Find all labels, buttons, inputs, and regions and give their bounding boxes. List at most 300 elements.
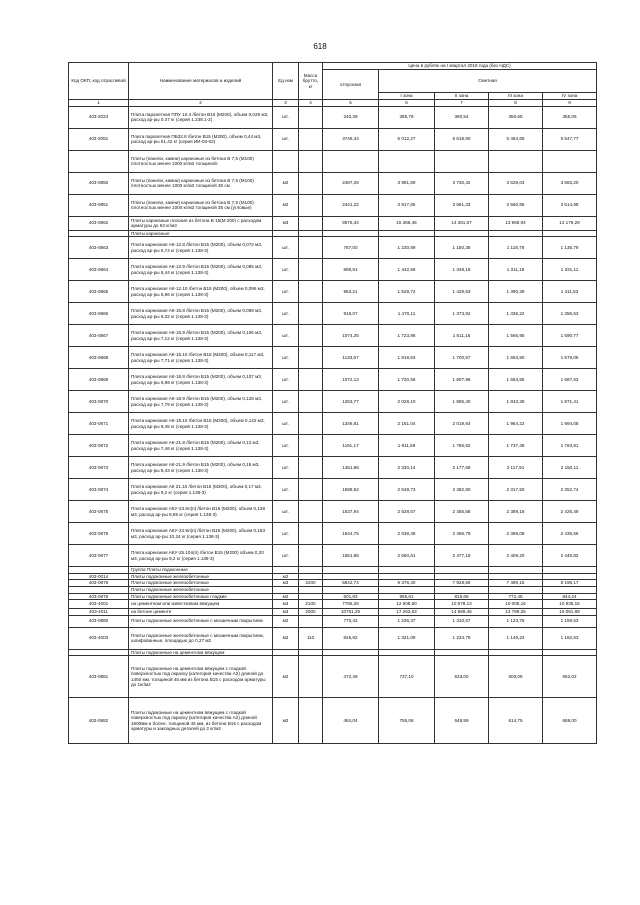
row-code bbox=[69, 150, 129, 172]
row-code: 403-0865 bbox=[69, 281, 129, 303]
row-zone4-price: 844,24 bbox=[543, 593, 597, 600]
row-mass: 110 bbox=[299, 627, 323, 649]
row-zone2-price: 1 310,57 bbox=[435, 615, 489, 627]
row-zone1-price: 6 012,27 bbox=[379, 128, 435, 150]
row-code: 403-0867 bbox=[69, 325, 129, 347]
row-zone2-price: 1 234,78 bbox=[435, 627, 489, 649]
row-code: 403-0866 bbox=[69, 303, 129, 325]
row-zone1-price: 965,81 bbox=[379, 593, 435, 600]
row-zone2-price: 10 578,13 bbox=[435, 600, 489, 609]
row-unit: м3 bbox=[273, 580, 299, 587]
row-zone3-price bbox=[489, 150, 543, 172]
row-zone1-price bbox=[379, 230, 435, 237]
row-name: Плиты подоконные железобетонные bbox=[129, 580, 273, 587]
header-zone4: IV зона bbox=[543, 93, 597, 100]
header-zone1: I зона bbox=[379, 93, 435, 100]
row-zone4-price: 3 683,20 bbox=[543, 172, 597, 194]
row-name: Плиты подоконные железобетонные гладкие bbox=[129, 593, 273, 600]
row-zone3-price: 1 566,95 bbox=[489, 325, 543, 347]
table-row bbox=[69, 573, 597, 580]
row-zone1-price: 3 917,65 bbox=[379, 194, 435, 216]
row-release-price: 2487,28 bbox=[323, 172, 379, 194]
row-zone4-price bbox=[543, 230, 597, 237]
row-zone3-price bbox=[489, 230, 543, 237]
row-code: 403-2024 bbox=[69, 106, 129, 128]
row-release-price bbox=[323, 586, 379, 593]
row-zone1-price: 1 819,63 bbox=[379, 347, 435, 369]
row-zone1-price: 755,06 bbox=[379, 698, 435, 744]
row-code bbox=[69, 649, 129, 656]
row-release-price: 5842,74 bbox=[323, 580, 379, 587]
row-name: Плита карнизная АКУ-24.9л(п) /бетон В15 (М200), объем 0,183 м3, расход ар-ры 10,24 кг (серия 1.138-3) bbox=[129, 523, 273, 545]
row-unit bbox=[273, 567, 299, 574]
row-zone3-price: 2 389,18 bbox=[489, 501, 543, 523]
row-zone4-price: 1 135,79 bbox=[543, 237, 597, 259]
row-release-price: 1072,13 bbox=[323, 369, 379, 391]
table-header bbox=[69, 63, 597, 107]
table-row bbox=[69, 237, 597, 259]
row-zone4-price: 8 196,17 bbox=[543, 580, 597, 587]
row-zone4-price: 1 331,11 bbox=[543, 259, 597, 281]
row-release-price: 1346,81 bbox=[323, 413, 379, 435]
row-zone3-price: 772,45 bbox=[489, 593, 543, 600]
table-row bbox=[69, 545, 597, 567]
row-mass: 2000 bbox=[299, 609, 323, 616]
row-mass bbox=[299, 457, 323, 479]
row-mass bbox=[299, 230, 323, 237]
row-zone4-price: 1 590,77 bbox=[543, 325, 597, 347]
row-unit: м3 bbox=[273, 600, 299, 609]
row-code: 403-0875 bbox=[69, 501, 129, 523]
row-zone3-price: 1 737,49 bbox=[489, 435, 543, 457]
row-mass bbox=[299, 545, 323, 567]
header-price-title: Цена в рублях на I квартал 2016 года (без НДС) bbox=[323, 63, 597, 70]
row-zone1-price bbox=[379, 573, 435, 580]
table-row bbox=[69, 347, 597, 369]
row-code: 403-0879 bbox=[69, 593, 129, 600]
row-code: 403-0871 bbox=[69, 413, 129, 435]
row-unit: шт. bbox=[273, 457, 299, 479]
row-zone1-price: 1 321,09 bbox=[379, 627, 435, 649]
row-release-price: 767,00 bbox=[323, 237, 379, 259]
row-name: Плита карнизная АКУ-23.8л(п) /бетон В15 (М200), объем 0,138 м3, расход ар-ры 8,85 кг (серия 1.138-3) bbox=[129, 501, 273, 523]
row-release-price: 1263,77 bbox=[323, 391, 379, 413]
row-zone1-price: 2 628,57 bbox=[379, 501, 435, 523]
row-zone4-price bbox=[543, 649, 597, 656]
row-unit: м2 bbox=[273, 593, 299, 600]
row-zone2-price: 1 373,92 bbox=[435, 303, 489, 325]
table-row bbox=[69, 369, 597, 391]
row-mass bbox=[299, 281, 323, 303]
header-mass: Масса брутто, кг bbox=[299, 63, 323, 100]
table-row bbox=[69, 281, 597, 303]
row-mass bbox=[299, 347, 323, 369]
row-unit: м2 bbox=[273, 627, 299, 649]
row-zone4-price: 2 425,49 bbox=[543, 501, 597, 523]
row-unit: шт. bbox=[273, 106, 299, 128]
row-zone3-price: 7 489,15 bbox=[489, 580, 543, 587]
row-zone4-price: 2 352,74 bbox=[543, 479, 597, 501]
row-zone1-price: 1 723,96 bbox=[379, 325, 435, 347]
row-unit bbox=[273, 230, 299, 237]
row-mass bbox=[299, 106, 323, 128]
row-name: Плиты подоконные железобетонные с мозаичным покрытием bbox=[129, 615, 273, 627]
row-unit: шт. bbox=[273, 325, 299, 347]
row-mass bbox=[299, 656, 323, 698]
row-zone2-price bbox=[435, 586, 489, 593]
row-code: 403-4003 bbox=[69, 627, 129, 649]
row-name: Плиты (панели, камни) карнизные из бетона В 7,5 (М100) плотностью менее 1000 кг/м3 толщиной 35 см bbox=[129, 172, 273, 194]
row-zone2-price: 7 928,59 bbox=[435, 580, 489, 587]
row-zone4-price: 15 081,89 bbox=[543, 609, 597, 616]
column-number-row bbox=[69, 100, 597, 107]
row-code: 403-0876 bbox=[69, 523, 129, 545]
col-number: 5 bbox=[323, 100, 379, 107]
row-release-price: 240,39 bbox=[323, 106, 379, 128]
row-unit: м2 bbox=[273, 573, 299, 580]
row-mass bbox=[299, 128, 323, 150]
row-zone3-price: 3 560,85 bbox=[489, 194, 543, 216]
row-name: Плиты подоконные железобетонные bbox=[129, 573, 273, 580]
row-zone4-price: 5 547,77 bbox=[543, 128, 597, 150]
row-zone1-price: 2 161,04 bbox=[379, 413, 435, 435]
row-mass bbox=[299, 501, 323, 523]
row-zone1-price bbox=[379, 567, 435, 574]
row-zone3-price: 1 311,18 bbox=[489, 259, 543, 281]
row-release-price: 601,83 bbox=[323, 593, 379, 600]
row-release-price: 3746,44 bbox=[323, 128, 379, 150]
row-zone1-price: 2 330,14 bbox=[379, 457, 435, 479]
row-zone2-price: 1 348,18 bbox=[435, 259, 489, 281]
row-zone4-price: 2 445,82 bbox=[543, 545, 597, 567]
row-zone2-price: 3 730,42 bbox=[435, 172, 489, 194]
row-name: Плиты подоконные железобетонные с мозаичным покрытием, шлифованные, площадью до 0,27 м2 bbox=[129, 627, 273, 649]
row-zone2-price: 2 177,68 bbox=[435, 457, 489, 479]
table-row bbox=[69, 649, 597, 656]
row-unit: м2 bbox=[273, 172, 299, 194]
row-zone2-price: 1 611,16 bbox=[435, 325, 489, 347]
row-mass bbox=[299, 369, 323, 391]
row-zone1-price: 2 028,10 bbox=[379, 391, 435, 413]
row-mass bbox=[299, 237, 323, 259]
row-mass bbox=[299, 479, 323, 501]
row-zone3-price bbox=[489, 573, 543, 580]
row-zone1-price: 9 376,40 bbox=[379, 580, 435, 587]
header-unit: Ед изм bbox=[273, 63, 299, 100]
row-code bbox=[69, 567, 129, 574]
row-code: 403-0874 bbox=[69, 479, 129, 501]
row-zone2-price bbox=[435, 567, 489, 574]
row-zone4-price: 1 587,63 bbox=[543, 369, 597, 391]
row-name: Плиты подоконные на цементном вяжущем с гладкой поверхностью под окраску (категория качества А2) длиной до 1450 мм, толщиной 45 мм из бетона В15 с расходом арматуры до 1кг/м2 bbox=[129, 656, 273, 698]
row-code: 403-0868 bbox=[69, 347, 129, 369]
row-unit: шт. bbox=[273, 369, 299, 391]
row-code: 403-0862 bbox=[69, 216, 129, 230]
row-release-price bbox=[323, 573, 379, 580]
row-unit: м2 bbox=[273, 698, 299, 744]
row-zone3-price: 3 628,04 bbox=[489, 172, 543, 194]
row-mass bbox=[299, 593, 323, 600]
row-zone1-price bbox=[379, 586, 435, 593]
row-zone3-price: 2 399,08 bbox=[489, 523, 543, 545]
row-zone4-price: 1 182,63 bbox=[543, 627, 597, 649]
row-zone3-price: 1 563,85 bbox=[489, 369, 543, 391]
row-zone2-price: 1 895,40 bbox=[435, 391, 489, 413]
row-release-price bbox=[323, 150, 379, 172]
header-zone3: III зона bbox=[489, 93, 543, 100]
row-zone4-price: 14 179,29 bbox=[543, 216, 597, 230]
row-unit: шт. bbox=[273, 259, 299, 281]
table-row bbox=[69, 106, 597, 128]
row-code: 403-0014 bbox=[69, 573, 129, 580]
row-zone2-price: 360,54 bbox=[435, 106, 489, 128]
row-mass bbox=[299, 567, 323, 574]
row-unit: м3 bbox=[273, 609, 299, 616]
row-unit: шт. bbox=[273, 281, 299, 303]
row-code: 403-0881 bbox=[69, 656, 129, 698]
row-zone2-price: 633,00 bbox=[435, 656, 489, 698]
row-zone3-price: 1 390,39 bbox=[489, 281, 543, 303]
row-name: Плиты подоконные железобетонные bbox=[129, 586, 273, 593]
row-zone2-price: 1 786,52 bbox=[435, 435, 489, 457]
row-release-price: 770,42 bbox=[323, 615, 379, 627]
row-release-price: 472,49 bbox=[323, 656, 379, 698]
row-mass bbox=[299, 649, 323, 656]
row-zone1-price: 2 549,73 bbox=[379, 479, 435, 501]
row-release-price bbox=[323, 649, 379, 656]
row-release-price: 1191,17 bbox=[323, 435, 379, 457]
row-name: Плиты (панели, камни) карнизные из бетона В 7,5 (М100) плотностью менее 1000 кг/м3 толщиной: bbox=[129, 150, 273, 172]
row-name: Плита карнизная АК-12.9 /бетон В15 (М200), объем 0,085 м3, расход ар-ры 6,44 кг (серия 1.138-3) bbox=[129, 259, 273, 281]
row-unit: м2 bbox=[273, 194, 299, 216]
row-code: 403-0880 bbox=[69, 615, 129, 627]
row-name: на цементном или известковом вяжущем bbox=[129, 600, 273, 609]
row-zone2-price: 1 150,35 bbox=[435, 237, 489, 259]
row-zone3-price: 2 317,50 bbox=[489, 479, 543, 501]
row-zone1-price: 1 236,37 bbox=[379, 615, 435, 627]
row-zone4-price bbox=[543, 150, 597, 172]
row-unit: шт. bbox=[273, 237, 299, 259]
row-unit bbox=[273, 150, 299, 172]
row-zone1-price: 3 991,59 bbox=[379, 172, 435, 194]
row-unit: шт. bbox=[273, 479, 299, 501]
table-row bbox=[69, 150, 597, 172]
row-zone4-price: 3 614,98 bbox=[543, 194, 597, 216]
table-row bbox=[69, 230, 597, 237]
row-name: на бетоне цементе bbox=[129, 609, 273, 616]
row-unit: м3 bbox=[273, 216, 299, 230]
row-mass bbox=[299, 698, 323, 744]
row-release-price: 2441,22 bbox=[323, 194, 379, 216]
row-zone4-price: 668,00 bbox=[543, 698, 597, 744]
row-release-price: 916,07 bbox=[323, 303, 379, 325]
table-row bbox=[69, 615, 597, 627]
row-unit bbox=[273, 586, 299, 593]
row-mass bbox=[299, 586, 323, 593]
row-mass bbox=[299, 259, 323, 281]
row-zone3-price: 1 118,78 bbox=[489, 237, 543, 259]
row-zone4-price: 2 435,56 bbox=[543, 523, 597, 545]
table-row bbox=[69, 435, 597, 457]
row-zone2-price: 3 661,33 bbox=[435, 194, 489, 216]
row-mass bbox=[299, 303, 323, 325]
col-number: 6 bbox=[379, 100, 435, 107]
table-row bbox=[69, 172, 597, 194]
row-code bbox=[69, 230, 129, 237]
table-row bbox=[69, 303, 597, 325]
row-zone3-price: 1 146,24 bbox=[489, 627, 543, 649]
table-row bbox=[69, 194, 597, 216]
price-table bbox=[68, 62, 597, 744]
row-release-price: 1644,75 bbox=[323, 523, 379, 545]
row-zone2-price: 648,59 bbox=[435, 698, 489, 744]
table-row bbox=[69, 627, 597, 649]
row-name: Плита карнизная АК-12.8 /бетон В15 (М200), объем 0,072 м3, расход ар-ры 5,74 кг (серия 1.138-3) bbox=[129, 237, 273, 259]
row-mass bbox=[299, 523, 323, 545]
row-mass bbox=[299, 391, 323, 413]
row-name: Плита карнизная АК-12.10 /бетон В15 (М200), объем 0,096 м3, расход ар-ры 6,96 кг (серия 1.138-3) bbox=[129, 281, 273, 303]
row-zone3-price: 1 123,78 bbox=[489, 615, 543, 627]
row-release-price: 1133,67 bbox=[323, 347, 379, 369]
row-mass bbox=[299, 216, 323, 230]
col-number: 2 bbox=[129, 100, 273, 107]
row-zone4-price: 1 763,91 bbox=[543, 435, 597, 457]
row-zone1-price: 385,78 bbox=[379, 106, 435, 128]
row-zone1-price: 2 639,49 bbox=[379, 523, 435, 545]
table-row bbox=[69, 609, 597, 616]
row-zone2-price bbox=[435, 230, 489, 237]
table-row bbox=[69, 413, 597, 435]
row-zone4-price: 1 679,05 bbox=[543, 347, 597, 369]
header-name: Наименование материалов и изделий bbox=[129, 63, 273, 100]
row-zone3-price: 10 005,16 bbox=[489, 600, 543, 609]
row-zone4-price bbox=[543, 573, 597, 580]
row-zone1-price: 1 529,72 bbox=[379, 281, 435, 303]
table-row bbox=[69, 523, 597, 545]
table-row bbox=[69, 656, 597, 698]
table-row bbox=[69, 391, 597, 413]
row-zone2-price: 2 477,18 bbox=[435, 545, 489, 567]
table-row bbox=[69, 567, 597, 574]
row-zone4-price: 652,02 bbox=[543, 656, 597, 698]
row-release-price: 953,21 bbox=[323, 281, 379, 303]
row-name: Плита карнизная АКУ-25.10л(п) /бетон В15 (М200) объем 0,20 м3, расход ар-ры 9,2 кг (серия 1.138-3) bbox=[129, 545, 273, 567]
row-name: Плиты подоконные на цементном вяжущем с гладкой поверхностью под окраску (категория качества А2) длиной 1600мм и более, толщиной 45 мм, из бетона В15 с расходом арматуры и закладных деталей до 2 кг/м2 bbox=[129, 698, 273, 744]
row-name: Плита карнизная АК-21.9 /бетон В15 (М200), объем 0,15 м3, расход ар-ры 8,43 кг (серия 1.138-3) bbox=[129, 457, 273, 479]
row-code: 403-0882 bbox=[69, 698, 129, 744]
row-unit: шт. bbox=[273, 128, 299, 150]
row-mass bbox=[299, 325, 323, 347]
row-name: Плиты карнизные плоские из бетона В 15(М 200) с расходом арматуры до 63 кг/м3 bbox=[129, 216, 273, 230]
row-code: 403-0869 bbox=[69, 369, 129, 391]
row-zone1-price: 17 263,63 bbox=[379, 609, 435, 616]
table-row bbox=[69, 325, 597, 347]
table-row bbox=[69, 586, 597, 593]
row-zone4-price: 1 411,53 bbox=[543, 281, 597, 303]
row-unit: м2 bbox=[273, 656, 299, 698]
row-zone1-price: 1 230,89 bbox=[379, 237, 435, 259]
row-code: 403-4001 bbox=[69, 600, 129, 609]
row-zone3-price bbox=[489, 586, 543, 593]
row-zone2-price: 2 466,79 bbox=[435, 523, 489, 545]
row-zone3-price: 600,08 bbox=[489, 656, 543, 698]
row-mass bbox=[299, 615, 323, 627]
row-zone1-price: 1 442,56 bbox=[379, 259, 435, 281]
row-zone1-price: 1 720,56 bbox=[379, 369, 435, 391]
row-zone3-price: 2 117,91 bbox=[489, 457, 543, 479]
row-code: 403-0850 bbox=[69, 172, 129, 194]
table-row bbox=[69, 580, 597, 587]
row-zone4-price: 10 935,16 bbox=[543, 600, 597, 609]
row-zone3-price: 614,75 bbox=[489, 698, 543, 744]
row-zone3-price: 1 843,39 bbox=[489, 391, 543, 413]
row-name: Группа Плиты подоконные bbox=[129, 567, 273, 574]
header-zone2: II зона bbox=[435, 93, 489, 100]
row-zone4-price: 355,06 bbox=[543, 106, 597, 128]
row-release-price bbox=[323, 230, 379, 237]
row-zone1-price bbox=[379, 649, 435, 656]
row-code: 403-0878 bbox=[69, 580, 129, 587]
header-release: отпускная bbox=[323, 69, 379, 99]
row-name: Плита парапетная ПБ32.8 /бетон В15 (М200), объем 0,44 м3, расход ар-ры 51,42 кг (серия ИИ-03-02) bbox=[129, 128, 273, 150]
row-zone2-price: 2 019,64 bbox=[435, 413, 489, 435]
row-mass bbox=[299, 172, 323, 194]
col-number: 1 bbox=[69, 100, 129, 107]
row-code: 403-2081 bbox=[69, 128, 129, 150]
header-delivered: Сметная bbox=[379, 69, 597, 93]
row-zone2-price: 1 607,98 bbox=[435, 369, 489, 391]
row-release-price: 1588,62 bbox=[323, 479, 379, 501]
row-zone2-price: 816,68 bbox=[435, 593, 489, 600]
row-name: Плиты карнизные: bbox=[129, 230, 273, 237]
row-zone3-price: 350,65 bbox=[489, 106, 543, 128]
row-zone3-price bbox=[489, 649, 543, 656]
row-zone3-price: 1 964,22 bbox=[489, 413, 543, 435]
row-name: Плита карнизная АК-21.8 /бетон В15 (М200), объем 0,12 м3, расход ар-ры 7,46 кг (серия 1.138-3) bbox=[129, 435, 273, 457]
row-name: Плита карнизная АК-15.10 /бетон В15 (М200), объем 0,117 м3, расход ар-ры 7,71 кг (серия 1.138-3) bbox=[129, 347, 273, 369]
table-row bbox=[69, 698, 597, 744]
row-code: 403-0870 bbox=[69, 391, 129, 413]
row-zone3-price: 1 653,90 bbox=[489, 347, 543, 369]
row-zone2-price: 14 361,07 bbox=[435, 216, 489, 230]
row-zone3-price: 13 966,94 bbox=[489, 216, 543, 230]
table-row bbox=[69, 216, 597, 230]
row-unit: шт. bbox=[273, 391, 299, 413]
row-release-price bbox=[323, 567, 379, 574]
row-zone2-price: 5 618,90 bbox=[435, 128, 489, 150]
table-row bbox=[69, 501, 597, 523]
row-zone1-price: 15 366,46 bbox=[379, 216, 435, 230]
row-mass bbox=[299, 435, 323, 457]
col-number: 8 bbox=[489, 100, 543, 107]
col-number: 7 bbox=[435, 100, 489, 107]
row-mass: 2100 bbox=[299, 600, 323, 609]
row-zone2-price: 1 429,63 bbox=[435, 281, 489, 303]
row-unit: шт. bbox=[273, 523, 299, 545]
table-row bbox=[69, 128, 597, 150]
row-zone2-price bbox=[435, 573, 489, 580]
row-name: Плита карнизная АК-18.9 /бетон В15 (М200), объем 0,128 м3, расход ар-ры 7,79 кг (серия 1.138-3) bbox=[129, 391, 273, 413]
row-code: 403-0877 bbox=[69, 545, 129, 567]
row-zone4-price: 1 994,08 bbox=[543, 413, 597, 435]
row-code: 403-0863 bbox=[69, 237, 129, 259]
row-zone2-price: 2 456,58 bbox=[435, 501, 489, 523]
row-unit: шт. bbox=[273, 545, 299, 567]
row-name: Плита карнизная АК-18.8 /бетон В15 (М200), объем 0,107 м3, расход ар-ры 6,89 кг (серия 1.138-3) bbox=[129, 369, 273, 391]
row-name: Плиты подоконные на цементном вяжущем bbox=[129, 649, 273, 656]
row-release-price: 1651,88 bbox=[323, 545, 379, 567]
row-mass: 2200 bbox=[299, 580, 323, 587]
